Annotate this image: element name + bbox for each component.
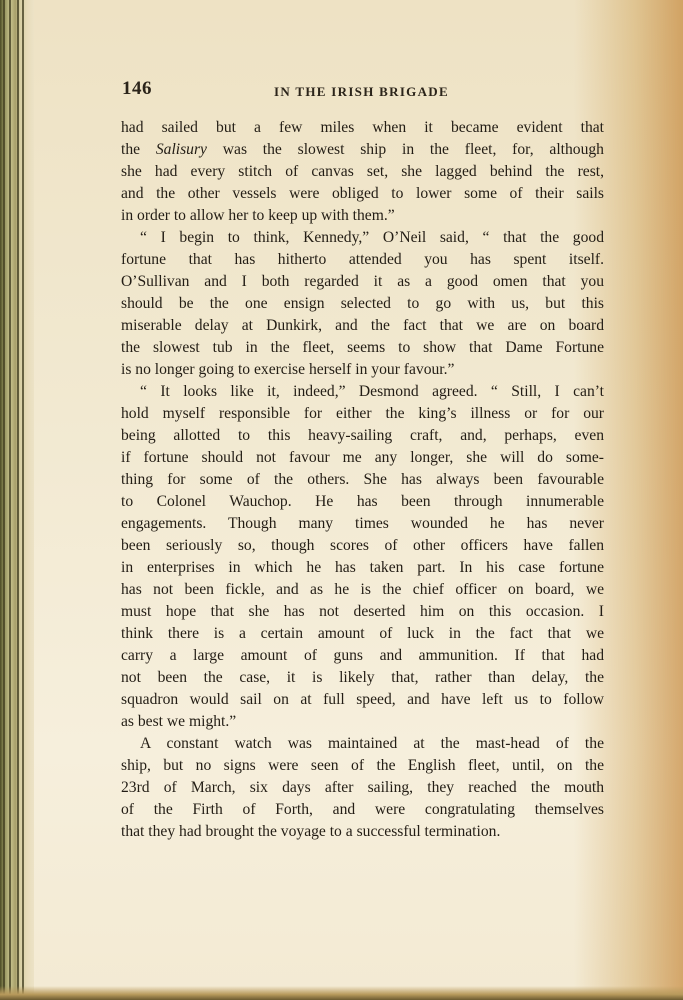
text-line: squadron would sail on at full speed, and have left us to follow	[121, 691, 604, 708]
page-bottom-edge	[0, 986, 683, 1000]
book-binding	[0, 0, 34, 1000]
text-line: engagements. Though many times wounded he has never	[121, 515, 604, 532]
text-line: hold myself responsible for either the king’s illness or for our	[121, 405, 604, 422]
text-line: that they had brought the voyage to a successful termination.	[121, 823, 501, 840]
text-segment: was the slowest ship in the fleet, for, although	[206, 141, 604, 158]
text-line: being allotted to this heavy-sailing craft, and, perhaps, even	[121, 427, 604, 444]
text-line: the slowest tub in the fleet, seems to show that Dame Fortune	[121, 339, 604, 356]
text-line: thing for some of the others. She has always been favourable	[121, 471, 604, 488]
text-segment: the	[121, 141, 156, 158]
text-line: if fortune should not favour me any longer, she will do some-	[121, 449, 604, 466]
text-line: has not been fickle, and as he is the chief officer on board, we	[121, 581, 604, 598]
text-line: and the other vessels were obliged to lower some of their sails	[121, 185, 604, 202]
text-line: she had every stitch of canvas set, she lagged behind the rest,	[121, 163, 604, 180]
binding-line	[9, 0, 11, 1000]
text-line: should be the one ensign selected to go with us, but this	[121, 295, 604, 312]
text-line: must hope that she has not deserted him on this occasion. I	[121, 603, 604, 620]
binding-line	[17, 0, 19, 1000]
page-number: 146	[122, 78, 152, 99]
text-line: had sailed but a few miles when it became evident that	[121, 119, 604, 136]
text-line: been seriously so, though scores of other officers have fallen	[121, 537, 604, 554]
text-line: carry a large amount of guns and ammunition. If that had	[121, 647, 604, 664]
text-line: in enterprises in which he has taken part. In his case fortune	[121, 559, 604, 576]
binding-line	[3, 0, 5, 1000]
text-line: is no longer going to exercise herself in your favour.”	[121, 361, 455, 378]
text-line: ship, but no signs were seen of the English fleet, until, on the	[121, 757, 604, 774]
text-line: in order to allow her to keep up with them.”	[121, 207, 395, 224]
text-line: “ I begin to think, Kennedy,” O’Neil said, “ that the good	[140, 229, 604, 246]
text-line: of the Firth of Forth, and were congratulating themselves	[121, 801, 604, 818]
text-line: miserable delay at Dunkirk, and the fact that we are on board	[121, 317, 604, 334]
text-line: 23rd of March, six days after sailing, they reached the mouth	[121, 779, 604, 796]
text-line	[121, 139, 604, 161]
body-text	[121, 117, 604, 843]
running-head-title: IN THE IRISH BRIGADE	[274, 84, 449, 99]
text-line: “ It looks like it, indeed,” Desmond agreed. “ Still, I can’t	[140, 383, 604, 400]
italic-ship-name: Salisury	[155, 141, 207, 158]
text-line: not been the case, it is likely that, rather than delay, the	[121, 669, 604, 686]
text-line: to Colonel Wauchop. He has been through innumerable	[121, 493, 604, 510]
running-head	[122, 78, 604, 102]
text-line: think there is a certain amount of luck in the fact that we	[121, 625, 604, 642]
binding-line	[22, 0, 24, 1000]
text-line: O’Sullivan and I both regarded it as a good omen that you	[121, 273, 604, 290]
text-line: fortune that has hitherto attended you has spent itself.	[121, 251, 604, 268]
text-line: A constant watch was maintained at the mast-head of the	[140, 735, 604, 752]
text-line: as best we might.”	[121, 713, 237, 730]
